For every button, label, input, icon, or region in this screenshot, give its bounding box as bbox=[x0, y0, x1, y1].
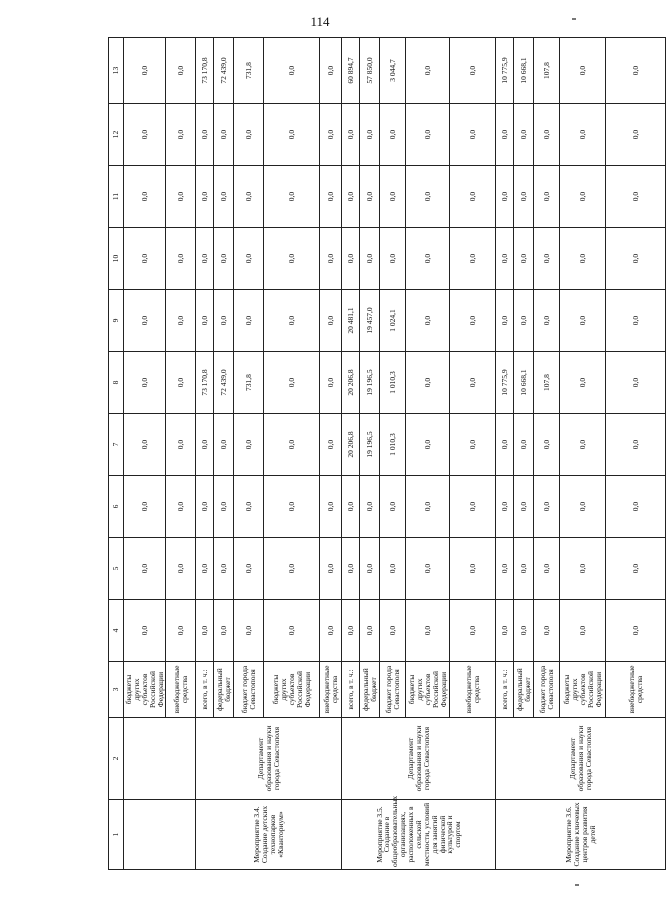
value-cell: 0,0 bbox=[606, 476, 666, 538]
value-cell: 0,0 bbox=[166, 352, 196, 414]
value-cell: 0,0 bbox=[124, 414, 166, 476]
value-cell: 0,0 bbox=[534, 166, 560, 228]
value-cell: 19 196,5 bbox=[360, 414, 380, 476]
value-cell: 0,0 bbox=[496, 538, 514, 600]
column-header: 9 bbox=[109, 290, 124, 352]
value-cell: 0,0 bbox=[496, 600, 514, 662]
value-cell: 0,0 bbox=[124, 600, 166, 662]
value-cell: 10 775,9 bbox=[496, 38, 514, 104]
funding-source-cell: бюджет города Севастополя bbox=[380, 662, 406, 718]
value-cell: 0,0 bbox=[124, 352, 166, 414]
funding-source-cell: бюджеты других субъектов Российской Федерации bbox=[264, 662, 320, 718]
value-cell: 0,0 bbox=[342, 228, 360, 290]
value-cell: 0,0 bbox=[496, 104, 514, 166]
value-cell: 0,0 bbox=[534, 290, 560, 352]
value-cell: 0,0 bbox=[342, 104, 360, 166]
value-cell: 0,0 bbox=[124, 38, 166, 104]
value-cell: 0,0 bbox=[234, 104, 264, 166]
value-cell: 0,0 bbox=[320, 600, 342, 662]
column-header: 5 bbox=[109, 538, 124, 600]
value-cell: 0,0 bbox=[214, 600, 234, 662]
value-cell: 0,0 bbox=[320, 352, 342, 414]
value-cell: 0,0 bbox=[514, 414, 534, 476]
funding-source-cell: всего, в т. ч.: bbox=[196, 662, 214, 718]
value-cell: 0,0 bbox=[360, 228, 380, 290]
value-cell: 0,0 bbox=[514, 166, 534, 228]
value-cell: 0,0 bbox=[560, 228, 606, 290]
value-cell: 0,0 bbox=[166, 104, 196, 166]
value-cell: 0,0 bbox=[124, 104, 166, 166]
funding-source-cell: всего, в т. ч.: bbox=[342, 662, 360, 718]
value-cell: 0,0 bbox=[342, 600, 360, 662]
value-cell: 0,0 bbox=[124, 476, 166, 538]
value-cell: 19 457,0 bbox=[360, 290, 380, 352]
value-cell: 1 024,1 bbox=[380, 290, 406, 352]
value-cell: 0,0 bbox=[196, 538, 214, 600]
value-cell: 0,0 bbox=[166, 600, 196, 662]
value-cell: 0,0 bbox=[234, 538, 264, 600]
value-cell: 731,8 bbox=[234, 38, 264, 104]
executor-cell: Департамент образования и науки города Севастополя bbox=[496, 718, 666, 800]
value-cell: 1 010,3 bbox=[380, 414, 406, 476]
value-cell: 0,0 bbox=[196, 414, 214, 476]
scan-artifact bbox=[575, 884, 579, 886]
funding-source-cell: бюджеты других субъектов Российской Федерации bbox=[560, 662, 606, 718]
value-cell: 0,0 bbox=[214, 414, 234, 476]
value-cell: 0,0 bbox=[214, 228, 234, 290]
funding-source-cell: бюджет города Севастополя bbox=[234, 662, 264, 718]
column-header: 10 bbox=[109, 228, 124, 290]
table-row bbox=[496, 38, 514, 870]
value-cell: 0,0 bbox=[166, 38, 196, 104]
value-cell: 0,0 bbox=[406, 228, 450, 290]
funding-source-cell: федеральный бюджет bbox=[214, 662, 234, 718]
value-cell: 0,0 bbox=[264, 228, 320, 290]
funding-source-cell: всего, в т. ч.: bbox=[496, 662, 514, 718]
value-cell: 0,0 bbox=[606, 290, 666, 352]
value-cell: 0,0 bbox=[264, 104, 320, 166]
value-cell: 0,0 bbox=[534, 600, 560, 662]
activity-cell: Мероприятие 3.4. Создание детских технопарков «Кванториум» bbox=[196, 800, 342, 870]
value-cell: 107,8 bbox=[534, 352, 560, 414]
value-cell: 0,0 bbox=[342, 476, 360, 538]
page-number: 114 bbox=[310, 14, 330, 29]
value-cell: 0,0 bbox=[406, 476, 450, 538]
column-header: 8 bbox=[109, 352, 124, 414]
value-cell: 0,0 bbox=[124, 538, 166, 600]
value-cell: 0,0 bbox=[264, 600, 320, 662]
value-cell: 0,0 bbox=[560, 414, 606, 476]
value-cell: 0,0 bbox=[534, 228, 560, 290]
value-cell: 0,0 bbox=[214, 538, 234, 600]
value-cell: 0,0 bbox=[450, 38, 496, 104]
value-cell: 73 170,8 bbox=[196, 352, 214, 414]
value-cell: 0,0 bbox=[234, 600, 264, 662]
value-cell: 0,0 bbox=[406, 414, 450, 476]
value-cell: 0,0 bbox=[450, 352, 496, 414]
scan-artifact bbox=[572, 18, 576, 20]
column-header: 7 bbox=[109, 414, 124, 476]
value-cell: 0,0 bbox=[360, 538, 380, 600]
value-cell: 60 894,7 bbox=[342, 38, 360, 104]
value-cell: 0,0 bbox=[606, 104, 666, 166]
funding-source-cell: бюджеты других субъектов Российской Федерации bbox=[406, 662, 450, 718]
value-cell: 0,0 bbox=[214, 104, 234, 166]
rotated-table-container bbox=[108, 38, 644, 870]
value-cell: 0,0 bbox=[496, 228, 514, 290]
value-cell: 0,0 bbox=[496, 414, 514, 476]
value-cell: 1 010,3 bbox=[380, 352, 406, 414]
value-cell: 0,0 bbox=[234, 476, 264, 538]
value-cell: 0,0 bbox=[360, 600, 380, 662]
value-cell: 0,0 bbox=[196, 600, 214, 662]
value-cell: 0,0 bbox=[560, 166, 606, 228]
activity-cell: Мероприятие 3.6. Создание ключевых центров развития детей bbox=[496, 800, 666, 870]
funding-source-cell: внебюджетные средства bbox=[606, 662, 666, 718]
value-cell: 0,0 bbox=[514, 600, 534, 662]
value-cell: 20 206,8 bbox=[342, 414, 360, 476]
value-cell: 0,0 bbox=[514, 290, 534, 352]
value-cell: 0,0 bbox=[560, 538, 606, 600]
value-cell: 0,0 bbox=[406, 166, 450, 228]
value-cell: 0,0 bbox=[606, 228, 666, 290]
value-cell: 0,0 bbox=[450, 290, 496, 352]
value-cell: 0,0 bbox=[606, 38, 666, 104]
column-header: 3 bbox=[109, 662, 124, 718]
value-cell: 0,0 bbox=[320, 290, 342, 352]
value-cell: 0,0 bbox=[320, 228, 342, 290]
value-cell: 0,0 bbox=[380, 538, 406, 600]
value-cell: 0,0 bbox=[166, 538, 196, 600]
column-header: 12 bbox=[109, 104, 124, 166]
value-cell: 0,0 bbox=[534, 104, 560, 166]
value-cell: 0,0 bbox=[124, 290, 166, 352]
value-cell: 0,0 bbox=[606, 352, 666, 414]
value-cell: 0,0 bbox=[214, 166, 234, 228]
value-cell: 0,0 bbox=[264, 290, 320, 352]
value-cell: 0,0 bbox=[450, 476, 496, 538]
value-cell: 0,0 bbox=[234, 228, 264, 290]
value-cell: 3 044,7 bbox=[380, 38, 406, 104]
value-cell: 0,0 bbox=[166, 228, 196, 290]
value-cell: 0,0 bbox=[406, 104, 450, 166]
value-cell: 731,8 bbox=[234, 352, 264, 414]
value-cell: 0,0 bbox=[406, 290, 450, 352]
value-cell: 0,0 bbox=[320, 166, 342, 228]
value-cell: 20 481,1 bbox=[342, 290, 360, 352]
value-cell: 0,0 bbox=[406, 38, 450, 104]
header-row bbox=[109, 38, 124, 870]
value-cell: 0,0 bbox=[606, 414, 666, 476]
value-cell: 0,0 bbox=[214, 476, 234, 538]
value-cell: 0,0 bbox=[606, 538, 666, 600]
value-cell: 0,0 bbox=[196, 228, 214, 290]
column-header: 4 bbox=[109, 600, 124, 662]
column-header: 6 bbox=[109, 476, 124, 538]
column-header: 11 bbox=[109, 166, 124, 228]
value-cell: 0,0 bbox=[560, 38, 606, 104]
value-cell: 0,0 bbox=[342, 538, 360, 600]
value-cell: 0,0 bbox=[196, 476, 214, 538]
activity-cell: Мероприятие 3.5. Создание в общеобразовательных организациях, расположенных в сельской местности, условий для занятий физической культурой и спортом bbox=[342, 800, 496, 870]
value-cell: 0,0 bbox=[264, 38, 320, 104]
column-header: 2 bbox=[109, 718, 124, 800]
value-cell: 0,0 bbox=[606, 600, 666, 662]
table-row bbox=[196, 38, 214, 870]
value-cell: 0,0 bbox=[380, 166, 406, 228]
value-cell: 0,0 bbox=[514, 538, 534, 600]
value-cell: 0,0 bbox=[166, 166, 196, 228]
value-cell: 0,0 bbox=[606, 166, 666, 228]
activity-cell bbox=[124, 800, 196, 870]
funding-source-cell: федеральный бюджет bbox=[514, 662, 534, 718]
executor-cell bbox=[124, 718, 196, 800]
value-cell: 0,0 bbox=[560, 104, 606, 166]
value-cell: 20 206,8 bbox=[342, 352, 360, 414]
value-cell: 0,0 bbox=[234, 414, 264, 476]
funding-source-cell: внебюджетные средства bbox=[320, 662, 342, 718]
value-cell: 0,0 bbox=[264, 538, 320, 600]
value-cell: 0,0 bbox=[124, 166, 166, 228]
value-cell: 0,0 bbox=[320, 538, 342, 600]
column-header: 1 bbox=[109, 800, 124, 870]
value-cell: 0,0 bbox=[534, 538, 560, 600]
value-cell: 0,0 bbox=[406, 538, 450, 600]
value-cell: 72 439,0 bbox=[214, 38, 234, 104]
value-cell: 0,0 bbox=[514, 476, 534, 538]
table-body bbox=[124, 38, 666, 870]
value-cell: 0,0 bbox=[380, 600, 406, 662]
value-cell: 0,0 bbox=[360, 476, 380, 538]
value-cell: 0,0 bbox=[264, 476, 320, 538]
value-cell: 0,0 bbox=[450, 104, 496, 166]
table-row bbox=[124, 38, 166, 870]
value-cell: 0,0 bbox=[450, 228, 496, 290]
value-cell: 0,0 bbox=[560, 290, 606, 352]
value-cell: 0,0 bbox=[514, 104, 534, 166]
value-cell: 0,0 bbox=[320, 476, 342, 538]
value-cell: 0,0 bbox=[380, 476, 406, 538]
value-cell: 0,0 bbox=[320, 38, 342, 104]
value-cell: 10 668,1 bbox=[514, 352, 534, 414]
funding-source-cell: бюджет города Севастополя bbox=[534, 662, 560, 718]
value-cell: 0,0 bbox=[514, 228, 534, 290]
value-cell: 10 668,1 bbox=[514, 38, 534, 104]
value-cell: 0,0 bbox=[450, 538, 496, 600]
value-cell: 10 775,9 bbox=[496, 352, 514, 414]
budget-table bbox=[108, 37, 666, 870]
value-cell: 0,0 bbox=[360, 166, 380, 228]
value-cell: 72 439,0 bbox=[214, 352, 234, 414]
value-cell: 0,0 bbox=[450, 414, 496, 476]
value-cell: 0,0 bbox=[560, 352, 606, 414]
value-cell: 107,8 bbox=[534, 38, 560, 104]
value-cell: 0,0 bbox=[320, 104, 342, 166]
value-cell: 0,0 bbox=[534, 414, 560, 476]
value-cell: 57 850,0 bbox=[360, 38, 380, 104]
value-cell: 0,0 bbox=[196, 290, 214, 352]
value-cell: 0,0 bbox=[342, 166, 360, 228]
value-cell: 0,0 bbox=[264, 352, 320, 414]
value-cell: 0,0 bbox=[496, 290, 514, 352]
value-cell: 73 170,8 bbox=[196, 38, 214, 104]
column-header: 13 bbox=[109, 38, 124, 104]
value-cell: 0,0 bbox=[264, 414, 320, 476]
value-cell: 19 196,5 bbox=[360, 352, 380, 414]
value-cell: 0,0 bbox=[534, 476, 560, 538]
value-cell: 0,0 bbox=[264, 166, 320, 228]
value-cell: 0,0 bbox=[320, 414, 342, 476]
value-cell: 0,0 bbox=[124, 228, 166, 290]
value-cell: 0,0 bbox=[166, 414, 196, 476]
value-cell: 0,0 bbox=[234, 166, 264, 228]
value-cell: 0,0 bbox=[560, 476, 606, 538]
funding-source-cell: бюджеты других субъектов Российской Федерации bbox=[124, 662, 166, 718]
value-cell: 0,0 bbox=[496, 166, 514, 228]
value-cell: 0,0 bbox=[380, 104, 406, 166]
value-cell: 0,0 bbox=[166, 476, 196, 538]
funding-source-cell: внебюджетные средства bbox=[166, 662, 196, 718]
executor-cell: Департамент образования и науки города Севастополя bbox=[342, 718, 496, 800]
funding-source-cell: федеральный бюджет bbox=[360, 662, 380, 718]
value-cell: 0,0 bbox=[380, 228, 406, 290]
value-cell: 0,0 bbox=[560, 600, 606, 662]
value-cell: 0,0 bbox=[214, 290, 234, 352]
executor-cell: Департамент образования и науки города Севастополя bbox=[196, 718, 342, 800]
value-cell: 0,0 bbox=[406, 352, 450, 414]
value-cell: 0,0 bbox=[450, 166, 496, 228]
value-cell: 0,0 bbox=[496, 476, 514, 538]
value-cell: 0,0 bbox=[360, 104, 380, 166]
value-cell: 0,0 bbox=[196, 104, 214, 166]
value-cell: 0,0 bbox=[234, 290, 264, 352]
value-cell: 0,0 bbox=[196, 166, 214, 228]
funding-source-cell: внебюджетные средства bbox=[450, 662, 496, 718]
value-cell: 0,0 bbox=[166, 290, 196, 352]
table-row bbox=[342, 38, 360, 870]
value-cell: 0,0 bbox=[450, 600, 496, 662]
value-cell: 0,0 bbox=[406, 600, 450, 662]
